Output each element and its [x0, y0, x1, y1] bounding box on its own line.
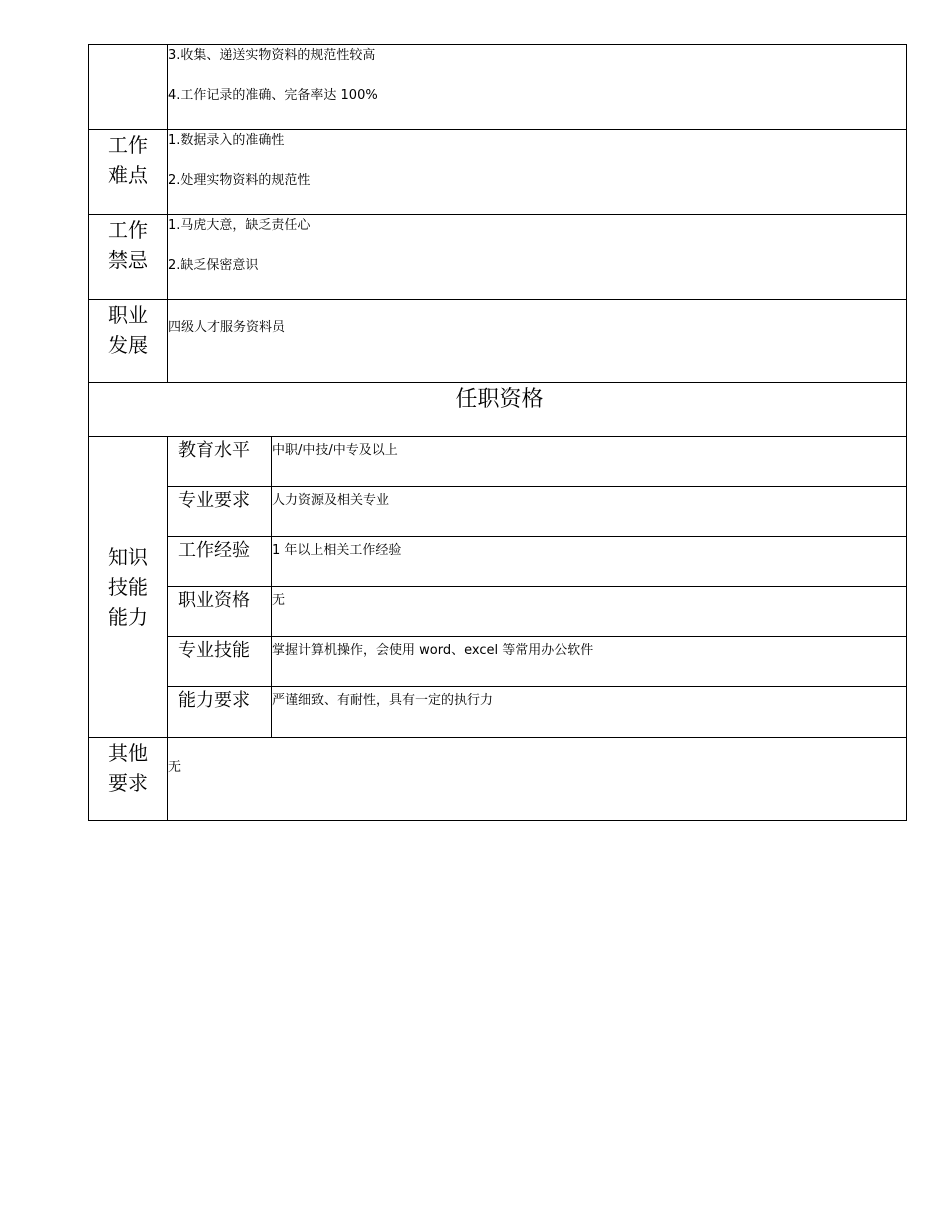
education-label: 教育水平: [168, 437, 272, 487]
content-item: 无: [168, 760, 182, 775]
label-line: 要求: [108, 771, 148, 795]
row-content: [168, 45, 907, 130]
label-line: 技能: [108, 575, 148, 599]
row-label: [89, 738, 168, 821]
label-line: 知识: [108, 545, 148, 569]
row-label-empty: [89, 45, 168, 130]
content-item: 1.马虎大意，缺乏责任心: [168, 218, 311, 233]
ability-label: 能力要求: [168, 687, 272, 738]
job-description-table: [88, 44, 907, 821]
major-value: 人力资源及相关专业: [272, 487, 907, 537]
section-title: [89, 383, 907, 437]
performance-standards-row: [89, 45, 907, 130]
ability-value: 严谨细致、有耐性，具有一定的执行力: [272, 687, 907, 738]
label-line: 能力: [108, 605, 148, 629]
row-content: [168, 738, 907, 821]
row-label: [89, 130, 168, 215]
row-content: [168, 215, 907, 300]
label-line: 禁忌: [108, 248, 148, 272]
ksa-row: [89, 437, 907, 487]
ksa-row: [89, 587, 907, 637]
row-label: [89, 300, 168, 383]
work-taboos-row: [89, 215, 907, 300]
qualification-header-row: [89, 383, 907, 437]
content-item: 1.数据录入的准确性: [168, 133, 285, 148]
label-line: 发展: [108, 333, 148, 357]
row-content: [168, 300, 907, 383]
row-label: [89, 215, 168, 300]
ksa-row: [89, 487, 907, 537]
content-item: 四级人才服务资料员: [168, 320, 286, 335]
label-line: 工作: [108, 218, 148, 242]
ksa-row: [89, 637, 907, 687]
skills-value: 掌握计算机操作，会使用 word、excel 等常用办公软件: [272, 637, 907, 687]
content-item: 3.收集、递送实物资料的规范性较高: [168, 48, 376, 63]
label-line: 职业: [108, 303, 148, 327]
ksa-row: [89, 537, 907, 587]
ksa-row: [89, 687, 907, 738]
major-label: 专业要求: [168, 487, 272, 537]
row-content: [168, 130, 907, 215]
education-value: 中职/中技/中专及以上: [272, 437, 907, 487]
certification-value: 无: [272, 587, 907, 637]
career-development-row: [89, 300, 907, 383]
content-item: 2.处理实物资料的规范性: [168, 173, 311, 188]
skills-label: 专业技能: [168, 637, 272, 687]
label-line: 工作: [108, 133, 148, 157]
label-line: 其他: [108, 741, 148, 765]
content-item: 4.工作记录的准确、完备率达 100%: [168, 88, 378, 103]
content-item: 2.缺乏保密意识: [168, 258, 259, 273]
experience-value: 1 年以上相关工作经验: [272, 537, 907, 587]
work-difficulties-row: [89, 130, 907, 215]
section-title-text: 任职资格: [455, 387, 544, 412]
other-requirements-row: [89, 738, 907, 821]
label-line: 难点: [108, 163, 148, 187]
experience-label: 工作经验: [168, 537, 272, 587]
certification-label: 职业资格: [168, 587, 272, 637]
ksa-label: [89, 437, 168, 738]
